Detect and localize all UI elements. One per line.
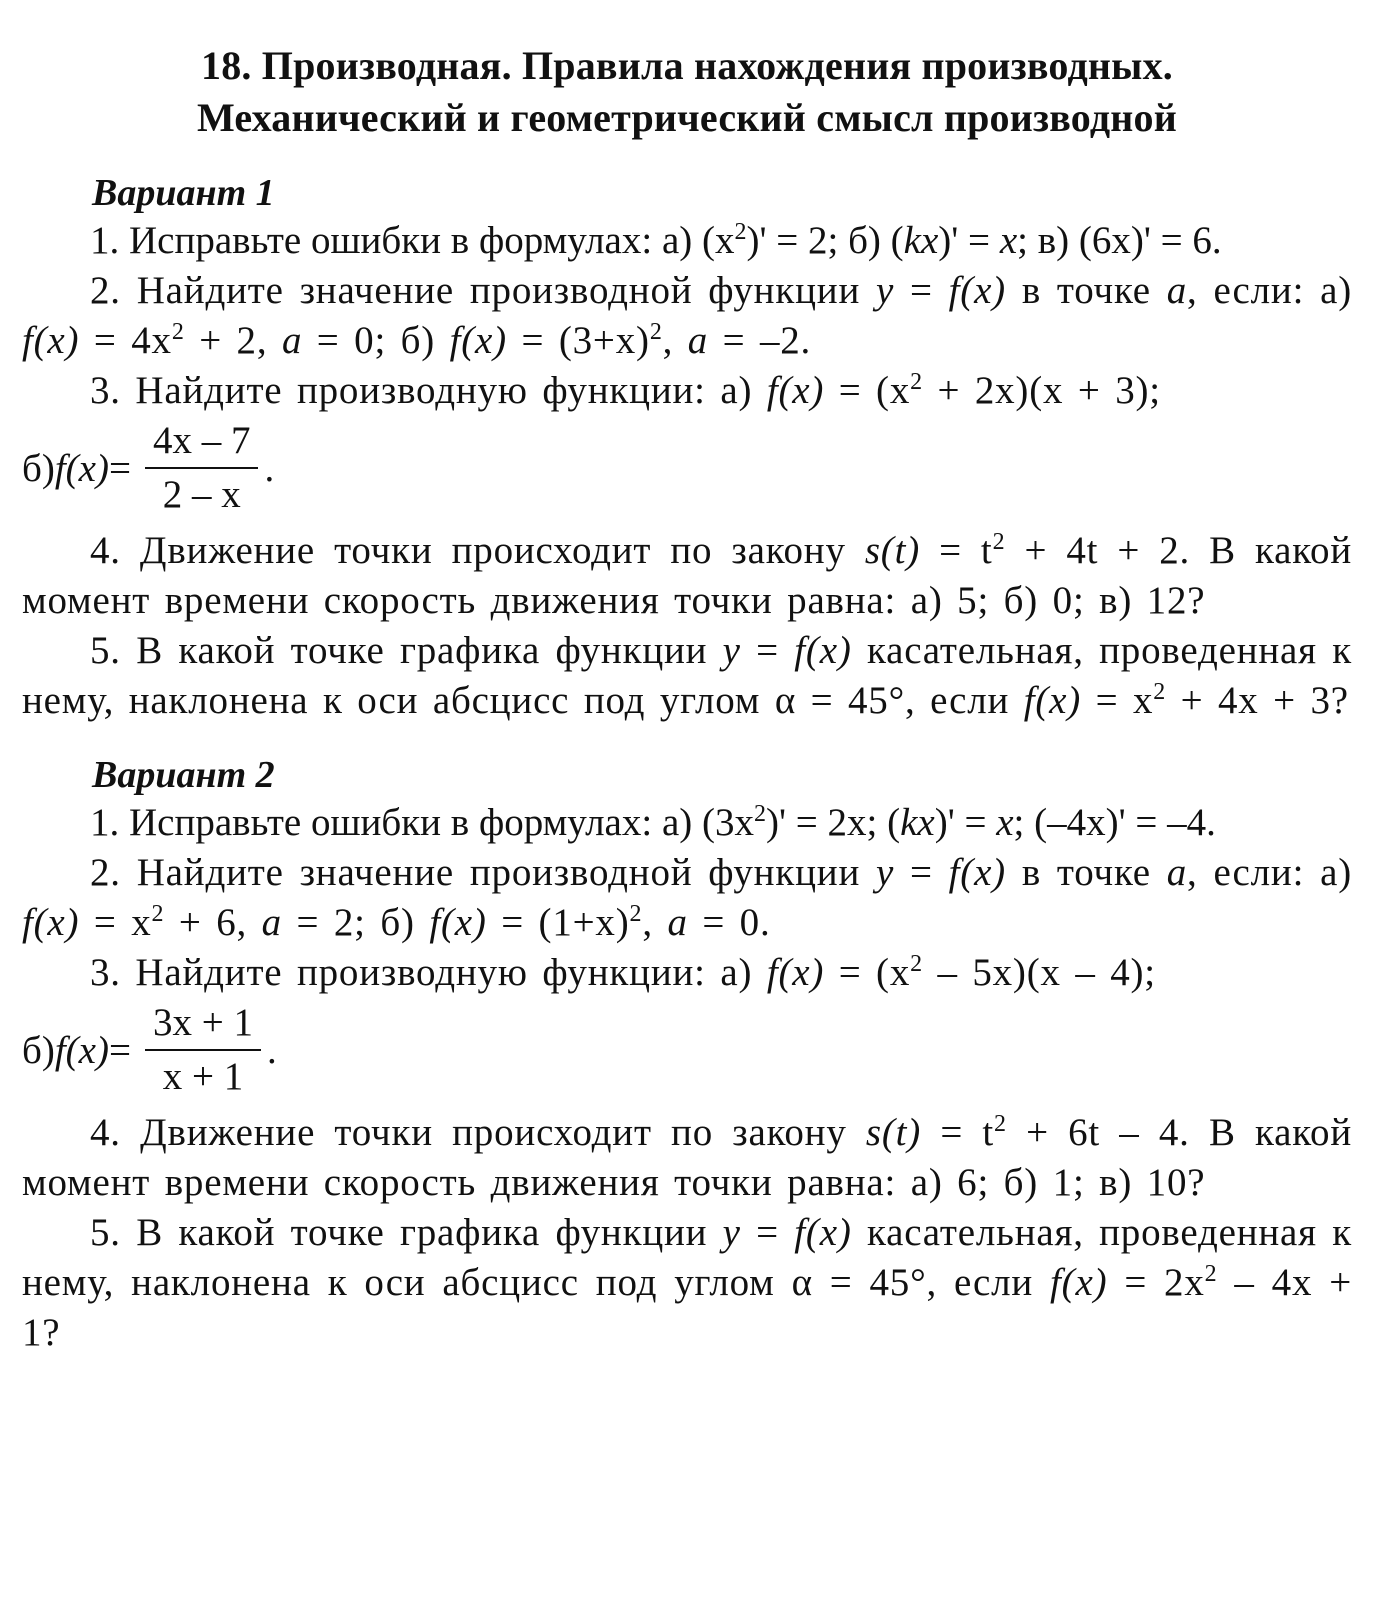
title-line-2: Механический и геометрический смысл производной xyxy=(197,95,1177,140)
numerator: 4x – 7 xyxy=(145,421,259,469)
variant-2 xyxy=(22,752,1352,1358)
task-4: 4. Движение точки происходит по закону $s(t) = t^2 + 6t - 4$. В какой момент времени скорость движения точки равна: а) 6; б) 1; в) 10? xyxy=(22,1111,1353,1204)
denominator: 2 – x xyxy=(162,473,241,516)
task-4: 4. Движение точки происходит по закону $s(t) = t^2 + 4t + 2$. В какой момент времени скорость движения точки равна: а) 5; б) 0; в) 12? xyxy=(22,529,1352,622)
task-2: 2. Найдите значение производной функции y = f(x) в точке a, если: а) $f(x) = x^2 + 6$, a = 2; б) $f(x) = (1+x)^2$, a = 0. xyxy=(22,851,1352,944)
task-1: 1. Исправьте ошибки в формулах: а) $(3x^2)' = 2x$; (kx)' = x; (–4x)' = –4. xyxy=(90,801,1216,844)
numerator: 3x + 1 xyxy=(145,1003,261,1051)
task-1: 1. Исправьте ошибки в формулах: а) $(x^2)' = 2$; б) (kx)' = x; в) (6x)' = 6. xyxy=(90,219,1222,262)
task-5: 5. В какой точке графика функции y = f(x) касательная, проведенная к нему, наклонена к оси абсцисс под углом α = 45°, если $f(x) = 2x^2 - 4x + 1$? xyxy=(22,1211,1352,1354)
fraction xyxy=(145,1003,261,1097)
fraction xyxy=(145,421,259,515)
variant-1 xyxy=(22,170,1352,726)
variant-heading: Вариант 2 xyxy=(92,754,275,796)
task-5: 5. В какой точке графика функции y = f(x) касательная, проведенная к нему, наклонена к оси абсцисс под углом α = 45°, если $f(x) = x^2 + 4x + 3$? xyxy=(22,629,1352,722)
task-3: 3. Найдите производную функции: а) $f(x) = (x^2 - 5x)(x - 4)$; xyxy=(90,951,1156,994)
task-3: 3. Найдите производную функции: а) $f(x) = (x^2 + 2x)(x + 3)$; xyxy=(90,369,1161,412)
worksheet-page xyxy=(22,40,1352,1358)
title-line-1: 18. Производная. Правила нахождения производных. xyxy=(201,43,1173,88)
page-title xyxy=(22,40,1352,144)
variant-heading: Вариант 1 xyxy=(92,172,275,214)
denominator: x + 1 xyxy=(162,1055,244,1098)
task-3-fraction: б) f(x) = $\frac{3x + 1}{x + 1}$ . xyxy=(22,1001,277,1098)
task-2: 2. Найдите значение производной функции y = f(x) в точке a, если: а) $f(x) = 4x^2 + 2$, a = 0; б) $f(x) = (3+x)^2$, a = –2. xyxy=(22,269,1352,362)
task-3-fraction: б) f(x) = $\frac{4x - 7}{2 - x}$ . xyxy=(22,419,275,516)
